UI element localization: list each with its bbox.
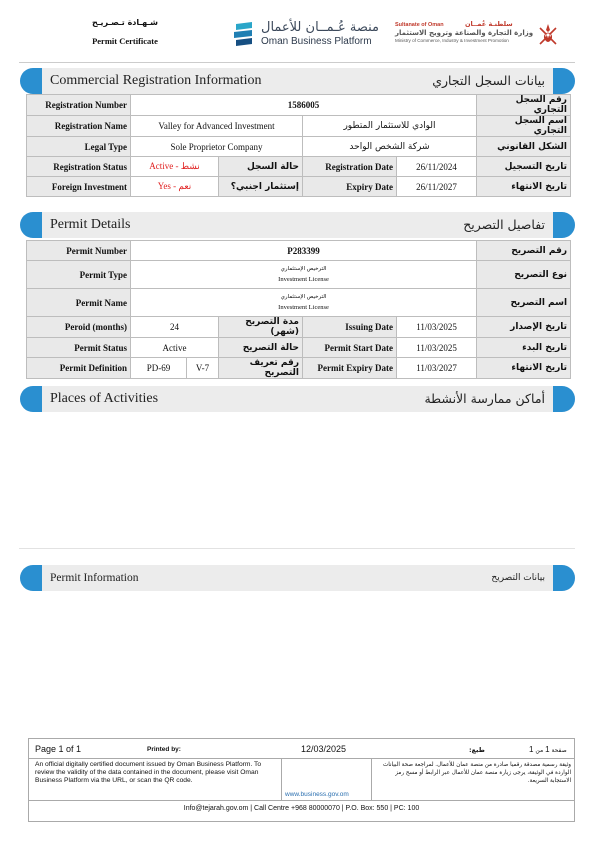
section-tab-right: [553, 212, 575, 238]
verification-url-link[interactable]: www.business.gov.om: [285, 791, 349, 798]
ministry-logo: [395, 22, 560, 43]
legal-type-label: Legal Type: [27, 137, 131, 157]
permit-start-date-label: Permit Start Date: [303, 338, 397, 358]
permit-definition-label-ar: رقم تعريف التصريح: [219, 358, 303, 379]
permit-name-value: [131, 289, 477, 317]
permit-details-title-en: Permit Details: [50, 217, 131, 232]
registration-status-value: Active - نشط: [131, 157, 219, 177]
registration-date-value: 26/11/2024: [397, 157, 477, 177]
period-label-ar: مدة التصريح (شهر): [219, 317, 303, 338]
issuing-date-label: Issuing Date: [303, 317, 397, 338]
legal-type-value-ar: شركة الشخص الواحد: [303, 137, 477, 157]
header-divider: [19, 62, 575, 63]
registration-name-value-en: Valley for Advanced Investment: [131, 116, 303, 137]
obp-logo-icon: [232, 20, 256, 48]
ministry-name-en: Ministry of Commerce, Industry & Investment Promotion: [395, 38, 509, 43]
table-row: [27, 261, 571, 289]
places-of-activities-title-ar: أماكن ممارسة الأنشطة: [424, 391, 545, 406]
permit-expiry-date-value: 11/03/2027: [397, 358, 477, 379]
foreign-investment-value: Yes - نعم: [131, 177, 219, 197]
table-row: [27, 116, 571, 137]
permit-type-label-ar: نوع التصريح: [477, 261, 571, 289]
section-tab-left: [20, 68, 42, 94]
section-tab-left: [20, 386, 42, 412]
verification-notice-en: An official digitally certified document issued by Oman Business Platform. To review the validity of the data contained in the document, please visit Oman Business Platform via the URL, or scan the QR code.: [35, 761, 262, 784]
permit-start-date-label-ar: تاريخ البدء: [477, 338, 571, 358]
permit-name-value-en: Investment License: [278, 304, 329, 311]
commercial-registration-title-en: Commercial Registration Information: [50, 73, 262, 88]
issuing-date-label-ar: تاريخ الإصدار: [477, 317, 571, 338]
commercial-registration-header: [20, 68, 575, 94]
legal-type-label-ar: الشكل القانوني: [477, 137, 571, 157]
table-row: [27, 157, 571, 177]
registration-number-label: Registration Number: [27, 95, 131, 116]
printed-by-label-ar: طبع:: [469, 746, 485, 754]
permit-information-header: [20, 565, 575, 591]
verification-notice-ar: وثيقة رسمية مصدقة رقميا صادرة من منصة عمان للأعمال. لمراجعة صحة البيانات الواردة في الوثيقة، يرجى زيارة منصة عمان للأعمال عبر الرابط أو مسح رمز الاستجابة السريعة.: [383, 762, 571, 784]
registration-name-label-ar: اسم السجل التجاري: [477, 116, 571, 137]
registration-name-label: Registration Name: [27, 116, 131, 137]
section-tab-right: [553, 565, 575, 591]
permit-status-value: Active: [131, 338, 219, 358]
footer-divider: [371, 759, 372, 801]
registration-status-label: Registration Status: [27, 157, 131, 177]
permit-expiry-date-label-ar: تاريخ الانتهاء: [477, 358, 571, 379]
registration-date-label: Registration Date: [303, 157, 397, 177]
footer-notice-row: [29, 759, 574, 801]
permit-name-label: Permit Name: [27, 289, 131, 317]
issuing-date-value: 11/03/2025: [397, 317, 477, 338]
permit-name-label-ar: اسم التصريح: [477, 289, 571, 317]
footer-print-row: [29, 739, 574, 759]
platform-name-ar: منصة عُـمــان للأعمال: [261, 20, 379, 35]
contact-info: Info@tejarah.gov.om | Call Centre +968 80000070 | P.O. Box: 550 | PC: 100: [183, 805, 420, 812]
commercial-registration-title-ar: بيانات السجل التجاري: [432, 73, 545, 88]
registration-number-value: 1586005: [131, 95, 477, 116]
permit-number-value: P283399: [131, 241, 477, 261]
document-footer: [28, 738, 575, 822]
section-tab-left: [20, 212, 42, 238]
permit-type-value-ar: الترخيص الإستثماري: [280, 266, 327, 272]
section-tab-right: [553, 386, 575, 412]
section-tab-left: [20, 565, 42, 591]
table-row: [27, 241, 571, 261]
table-row: [27, 289, 571, 317]
registration-name-value-ar: الوادي للاستثمار المتطور: [303, 116, 477, 137]
document-title-en: Permit Certificate: [92, 36, 158, 46]
page-ar-total: 1: [529, 745, 534, 754]
registration-number-label-ar: رقم السجل التجاري: [477, 95, 571, 116]
page-ar-label: صفحة: [551, 747, 567, 754]
permit-type-value-en: Investment License: [278, 276, 329, 283]
permit-number-label: Permit Number: [27, 241, 131, 261]
permit-information-title-ar: بيانات التصريح: [491, 573, 545, 583]
permit-type-label: Permit Type: [27, 261, 131, 289]
permit-status-label: Permit Status: [27, 338, 131, 358]
expiry-date-value: 26/11/2027: [397, 177, 477, 197]
section-divider: [19, 548, 575, 549]
permit-expiry-date-label: Permit Expiry Date: [303, 358, 397, 379]
permit-details-table: [26, 240, 571, 379]
table-row: [27, 95, 571, 116]
table-row: [27, 137, 571, 157]
foreign-investment-label-ar: إستثمار اجنبي؟: [219, 177, 303, 197]
table-row: [27, 317, 571, 338]
table-row: [27, 358, 571, 379]
sultanate-en: Sultanate of Oman: [395, 22, 444, 28]
permit-number-label-ar: رقم التصريح: [477, 241, 571, 261]
places-of-activities-header: [20, 386, 575, 412]
permit-definition-value-2: V-7: [187, 358, 219, 379]
sultanate-ar: سلطنـة عُمــان: [465, 20, 513, 28]
page-indicator: Page 1 of 1: [35, 744, 82, 754]
legal-type-value-en: Sole Proprietor Company: [131, 137, 303, 157]
page-indicator-ar: [529, 745, 567, 754]
section-tab-right: [553, 68, 575, 94]
permit-start-date-value: 11/03/2025: [397, 338, 477, 358]
places-of-activities-title-en: Places of Activities: [50, 391, 159, 406]
national-emblem-icon: [537, 22, 559, 48]
document-title-block: [60, 18, 190, 46]
expiry-date-label-ar: تاريخ الانتهاء: [477, 177, 571, 197]
oman-business-platform-logo: [232, 20, 379, 48]
permit-status-label-ar: حالة التصريح: [219, 338, 303, 358]
printed-by-label: Printed by:: [147, 746, 181, 753]
period-value: 24: [131, 317, 219, 338]
page-ar-num: 1: [545, 745, 550, 754]
registration-date-label-ar: تاريخ التسجيل: [477, 157, 571, 177]
ministry-name-ar: وزارة التجارة والصناعة وترويج الاستثمار: [395, 29, 534, 37]
footer-divider: [281, 759, 282, 801]
table-row: [27, 338, 571, 358]
permit-definition-value-1: PD-69: [131, 358, 187, 379]
page-ar-of: من: [535, 747, 544, 754]
permit-definition-label: Permit Definition: [27, 358, 131, 379]
permit-details-header: [20, 212, 575, 238]
document-title-ar: شـهـادة تـصـريـح: [91, 18, 159, 27]
permit-information-title-en: Permit Information: [50, 572, 139, 584]
expiry-date-label: Expiry Date: [303, 177, 397, 197]
foreign-investment-label: Foreign Investment: [27, 177, 131, 197]
platform-name-en: Oman Business Platform: [261, 36, 372, 47]
table-row: [27, 177, 571, 197]
period-label: Peroid (months): [27, 317, 131, 338]
print-date: 12/03/2025: [301, 744, 347, 754]
permit-type-value: [131, 261, 477, 289]
commercial-registration-table: [26, 94, 571, 197]
permit-name-value-ar: الترخيص الإستثماري: [280, 294, 327, 300]
registration-status-label-ar: حالة السجل: [219, 157, 303, 177]
permit-details-title-ar: تفاصيل التصريح: [463, 217, 545, 232]
